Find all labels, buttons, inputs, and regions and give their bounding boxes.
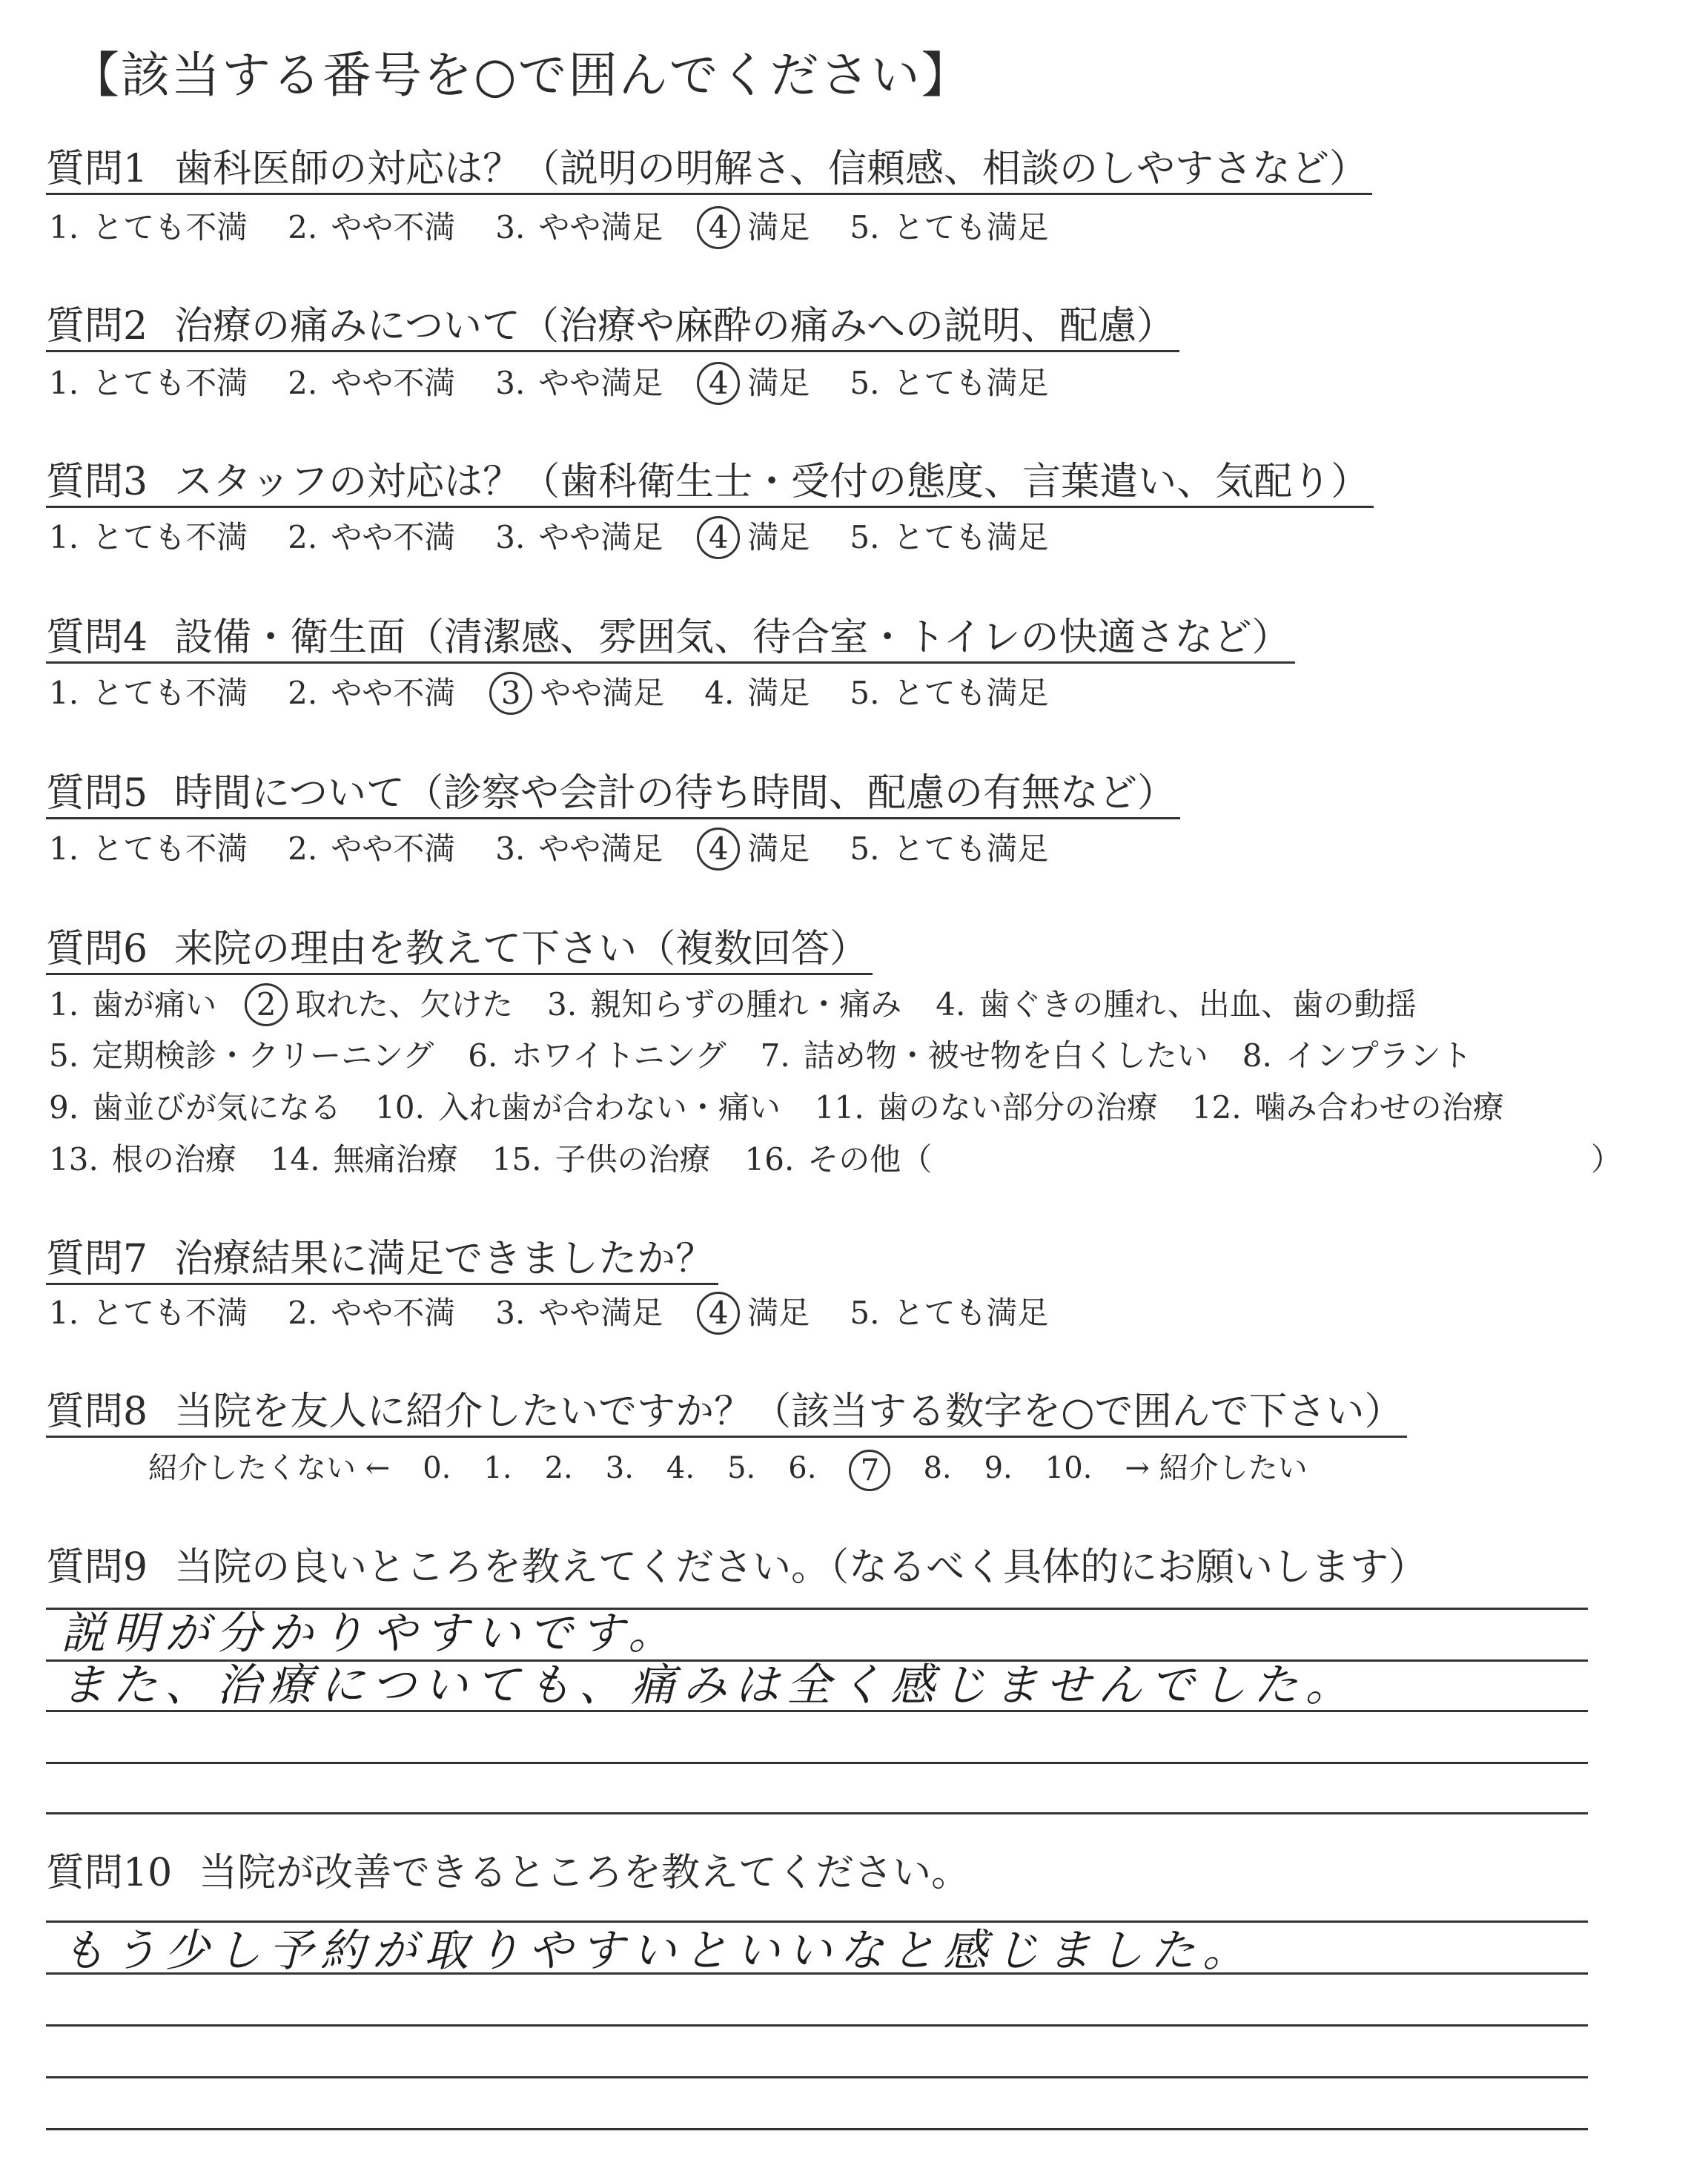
option-label: 定期検診・クリーニング (92, 1037, 434, 1074)
answer-option-5[interactable] (850, 828, 1048, 870)
option-number: 3 . (495, 830, 525, 867)
question-4-options (49, 672, 1088, 713)
question-8-title (46, 1390, 1407, 1438)
option-number: 1 . (49, 365, 79, 401)
answer-line (46, 1812, 1588, 1814)
option-label: やや不満 (331, 1295, 456, 1331)
option-label: 噛み合わせの治療 (1254, 1089, 1504, 1126)
answer-option-6[interactable] (468, 1035, 726, 1077)
answer-line (46, 2076, 1588, 2078)
scale-value[interactable]: 1. (483, 1451, 512, 1485)
scale-value[interactable]: 9. (984, 1451, 1013, 1485)
option-label: とても満足 (893, 1295, 1049, 1331)
circled-number: 4 (697, 206, 740, 249)
option-label: 歯のない部分の治療 (877, 1089, 1158, 1126)
question-text: 来院の理由を教えて下さい（複数回答） (174, 927, 869, 971)
option-number: 1 . (49, 209, 79, 245)
option-label: とても満足 (893, 519, 1049, 555)
scale-value[interactable]: 6. (788, 1451, 817, 1485)
answer-option-3[interactable] (547, 984, 901, 1025)
answer-option-3[interactable] (495, 363, 663, 404)
scale-value[interactable]: 8. (923, 1451, 952, 1485)
option-label: 根の治療 (111, 1141, 236, 1178)
option-number: 3 . (495, 519, 525, 555)
answer-option-10[interactable] (375, 1087, 781, 1129)
option-label: やや満足 (538, 365, 663, 401)
option-label: やや不満 (331, 519, 456, 555)
scale-left-label: 紹介したくない ← (148, 1451, 391, 1485)
question-text: 治療の痛みについて（治療や麻酔の痛みへの説明、配慮） (174, 304, 1176, 349)
option-number: 4 . (704, 675, 734, 711)
option-number: 2 . (288, 1295, 317, 1331)
q9-handwritten-answer-1: 説明が分かりやすいです。 (61, 1608, 681, 1659)
option-number: 2 . (288, 830, 317, 867)
answer-option-2[interactable] (251, 983, 513, 1026)
option-number: 1 . (49, 830, 79, 867)
question-text: 歯科医師の対応は？（説明の明解さ、信頼感、相談のしやすさなど） (174, 147, 1368, 191)
option-number: 3 . (547, 986, 577, 1023)
question-text: スタッフの対応は？（歯科衛生士・受付の態度、言葉遣い、気配り） (174, 460, 1370, 504)
question-5-title (46, 771, 1180, 819)
question-text: 設備・衛生面（清潔感、雰囲気、待合室・トイレの快適さなど） (174, 615, 1291, 660)
answer-option-4[interactable] (936, 984, 1417, 1025)
question-3-options (49, 516, 1088, 558)
question-number: 質問4 (46, 615, 148, 660)
option-label: やや不満 (331, 209, 456, 245)
option-number: 9 . (49, 1089, 79, 1126)
question-7-title (46, 1237, 718, 1285)
circled-number: 4 (697, 828, 740, 871)
answer-line (46, 1762, 1588, 1764)
answer-option-5[interactable] (49, 1035, 434, 1077)
answer-option-1[interactable] (49, 207, 248, 248)
question-10-title (46, 1851, 974, 1897)
question-number: 質問8 (46, 1390, 148, 1434)
reasons-row-4 (49, 1139, 966, 1180)
answer-option-4[interactable] (703, 828, 810, 871)
scale-value[interactable]: 4. (666, 1451, 695, 1485)
option-number: 3 . (495, 1295, 525, 1331)
option-number: 3 . (495, 209, 525, 245)
answer-option-2[interactable] (288, 673, 455, 714)
option-number: 1 . (49, 519, 79, 555)
answer-option-5[interactable] (850, 363, 1048, 404)
question-text: 当院を友人に紹介したいですか？（該当する数字を○で囲んで下さい） (174, 1390, 1403, 1434)
answer-option-5[interactable] (850, 517, 1048, 558)
answer-line (46, 1920, 1588, 1923)
option-number: 5 . (850, 365, 879, 401)
scale-value[interactable]: 5. (727, 1451, 756, 1485)
question-1-options (49, 206, 1088, 248)
answer-option-4[interactable] (703, 516, 810, 559)
option-label: とても満足 (893, 365, 1049, 401)
option-label: 満足 (747, 365, 810, 401)
other-close-paren: ） (1591, 1141, 1623, 1178)
option-number: 2 . (288, 209, 317, 245)
answer-option-1[interactable] (49, 828, 248, 870)
answer-option-4[interactable] (704, 673, 810, 714)
option-label: 満足 (747, 1295, 810, 1331)
scale-right-label: → 紹介したい (1125, 1451, 1308, 1485)
answer-option-3[interactable] (495, 517, 663, 558)
option-label: やや不満 (331, 675, 456, 711)
option-label: やや満足 (538, 209, 663, 245)
option-number: 5 . (850, 830, 879, 867)
question-number: 質問7 (46, 1237, 148, 1281)
question-text: 当院が改善できるところを教えてください。 (199, 1851, 970, 1895)
option-label: とても満足 (893, 675, 1049, 711)
option-label: やや不満 (331, 830, 456, 867)
answer-option-2[interactable] (288, 828, 455, 870)
answer-option-1[interactable] (49, 1292, 248, 1334)
recommend-scale (148, 1446, 1340, 1490)
circled-number: 4 (697, 516, 740, 559)
option-label: やや不満 (331, 365, 456, 401)
option-label: 歯が痛い (92, 986, 217, 1023)
option-number: 12 . (1192, 1089, 1242, 1126)
question-text: 治療結果に満足できましたか？ (174, 1237, 715, 1281)
answer-option-4[interactable] (703, 362, 810, 405)
q10-handwritten-answer-1: もう少し予約が取りやすいといいなと感じました。 (61, 1925, 1254, 1977)
option-label: 満足 (747, 830, 810, 867)
question-number: 質問9 (46, 1545, 148, 1590)
option-label: とても満足 (893, 830, 1049, 867)
option-label: やや満足 (538, 1295, 663, 1331)
answer-option-7[interactable] (761, 1035, 1208, 1077)
question-text: 当院の良いところを教えてください。（なるべく具体的にお願いします） (174, 1545, 1428, 1590)
answer-option-1[interactable] (49, 984, 216, 1025)
circled-number: 4 (697, 362, 740, 405)
option-number: 13 . (49, 1141, 99, 1178)
answer-option-5[interactable] (850, 1292, 1048, 1334)
option-number: 1 . (49, 675, 79, 711)
answer-option-1[interactable] (49, 363, 248, 404)
answer-option-11[interactable] (815, 1087, 1158, 1129)
option-label: とても不満 (92, 209, 248, 245)
option-number: 7 . (761, 1037, 790, 1074)
option-number: 2 . (288, 519, 317, 555)
q9-handwritten-answer-2: また、治療についても、痛みは全く感じませんでした。 (61, 1659, 1357, 1711)
option-number: 4 . (936, 986, 965, 1023)
question-5-options (49, 828, 1088, 869)
question-1-title (46, 147, 1372, 195)
answer-line (46, 2128, 1588, 2130)
option-label: 無痛治療 (333, 1141, 458, 1178)
option-number: 5 . (850, 209, 879, 245)
option-number: 14 . (271, 1141, 320, 1178)
answer-option-3[interactable] (495, 1292, 663, 1334)
option-label: やや満足 (540, 675, 665, 711)
question-7-options (49, 1292, 1088, 1333)
answer-option-16[interactable] (744, 1139, 932, 1180)
option-label: やや満足 (538, 519, 663, 555)
question-number: 質問2 (46, 304, 148, 349)
option-number: 2 . (288, 675, 317, 711)
answer-option-3[interactable] (495, 672, 664, 715)
question-number: 質問10 (46, 1851, 173, 1895)
option-number: 11 . (815, 1089, 864, 1126)
question-9-title (46, 1545, 1431, 1591)
option-label: とても満足 (893, 209, 1049, 245)
option-number: 1 . (49, 1295, 79, 1331)
option-label: 歯並びが気になる (92, 1089, 342, 1126)
answer-option-1[interactable] (49, 517, 248, 558)
option-label: 詰め物・被せ物を白くしたい (803, 1037, 1208, 1074)
question-number: 質問1 (46, 147, 148, 191)
option-number: 5 . (850, 1295, 879, 1331)
answer-option-3[interactable] (495, 828, 663, 870)
answer-option-2[interactable] (288, 1292, 455, 1334)
option-label: 満足 (747, 519, 810, 555)
option-number: 3 . (495, 365, 525, 401)
option-label: その他（ (807, 1141, 933, 1178)
option-label: 取れた、欠けた (295, 986, 514, 1023)
question-4-title (46, 615, 1295, 664)
answer-line (46, 2024, 1588, 2027)
option-number: 8 . (1242, 1037, 1272, 1074)
scale-values (423, 1451, 1125, 1485)
option-number: 1 . (49, 986, 79, 1023)
option-label: とても不満 (92, 675, 248, 711)
option-number: 16 . (744, 1141, 794, 1178)
answer-option-14[interactable] (271, 1139, 458, 1180)
answer-option-5[interactable] (850, 673, 1048, 714)
answer-option-2[interactable] (288, 517, 455, 558)
scale-value[interactable]: 3. (605, 1451, 634, 1485)
answer-option-12[interactable] (1192, 1087, 1504, 1129)
question-2-options (49, 362, 1088, 403)
answer-option-9[interactable] (49, 1087, 341, 1129)
option-label: 歯ぐきの腫れ、出血、歯の動揺 (979, 986, 1417, 1023)
answer-option-4[interactable] (703, 1292, 810, 1335)
circled-number: 3 (489, 672, 532, 715)
circled-number: 4 (697, 1292, 740, 1335)
question-3-title (46, 460, 1374, 508)
question-number: 質問6 (46, 927, 148, 971)
option-label: ホワイトニング (511, 1037, 726, 1074)
scale-value[interactable]: 0. (423, 1451, 451, 1485)
option-label: 満足 (747, 209, 810, 245)
option-number: 10 . (375, 1089, 425, 1126)
question-6-title (46, 927, 873, 975)
answer-option-5[interactable] (850, 207, 1048, 248)
option-number: 5 . (850, 675, 879, 711)
option-label: 親知らずの腫れ・痛み (590, 986, 902, 1023)
reasons-row-3 (49, 1087, 1538, 1129)
question-number: 質問5 (46, 771, 148, 816)
scale-value[interactable]: 2. (544, 1451, 573, 1485)
page-title: 【該当する番号を○で囲んでください】 (70, 47, 972, 104)
answer-option-8[interactable] (1242, 1035, 1472, 1077)
circled-number: 2 (245, 983, 288, 1026)
option-number: 5 . (850, 519, 879, 555)
option-label: とても不満 (92, 519, 248, 555)
option-label: 子供の治療 (555, 1141, 711, 1178)
option-label: 満足 (747, 675, 810, 711)
option-label: 入れ歯が合わない・痛い (437, 1089, 781, 1126)
answer-option-2[interactable] (288, 363, 455, 404)
answer-option-2[interactable] (288, 207, 455, 248)
option-number: 15 . (492, 1141, 542, 1178)
option-label: とても不満 (92, 830, 248, 867)
answer-option-15[interactable] (492, 1139, 711, 1180)
option-label: とても不満 (92, 365, 248, 401)
reasons-row-2 (49, 1035, 1506, 1077)
option-label: とても不満 (92, 1295, 248, 1331)
answer-option-3[interactable] (495, 207, 663, 248)
answer-option-1[interactable] (49, 673, 248, 714)
option-label: インプラント (1285, 1037, 1472, 1074)
question-2-title (46, 304, 1179, 352)
answer-option-13[interactable] (49, 1139, 236, 1180)
question-text: 時間について（診察や会計の待ち時間、配慮の有無など） (174, 771, 1176, 816)
option-number: 5 . (49, 1037, 79, 1074)
option-number: 2 . (288, 365, 317, 401)
option-number: 6 . (468, 1037, 497, 1074)
reasons-row-1 (49, 983, 1451, 1025)
question-number: 質問3 (46, 460, 148, 504)
option-label: やや満足 (538, 830, 663, 867)
scale-value-circled[interactable]: 7 (849, 1450, 890, 1491)
answer-option-4[interactable] (703, 206, 810, 249)
scale-value[interactable]: 10. (1045, 1451, 1093, 1485)
